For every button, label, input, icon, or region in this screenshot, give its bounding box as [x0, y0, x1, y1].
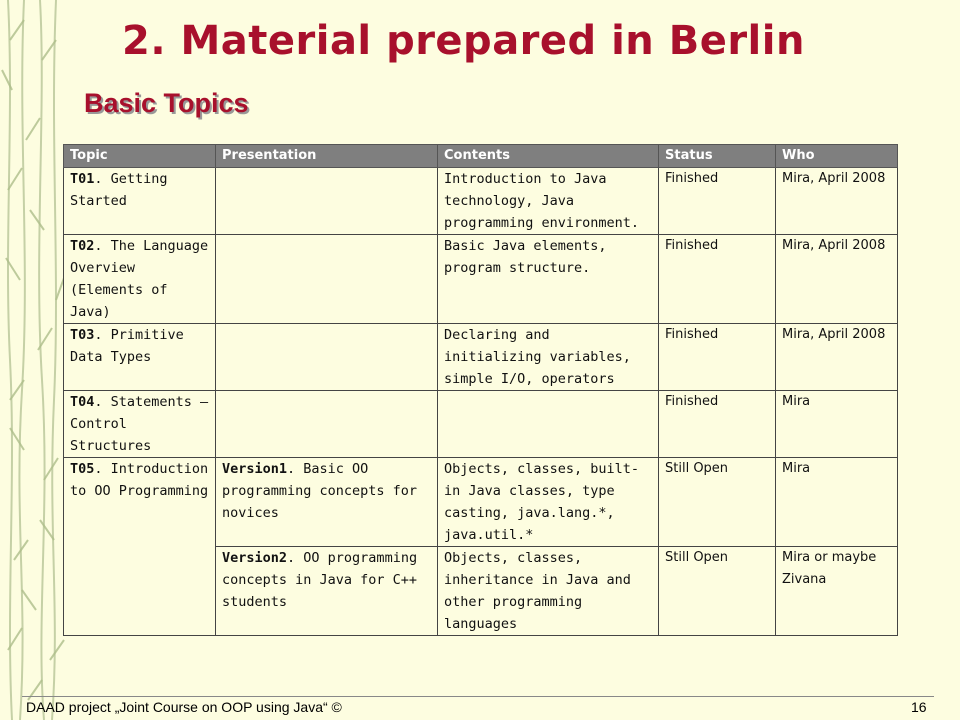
header-who: Who	[776, 145, 898, 168]
footer-credit: DAAD project „Joint Course on OOP using Java“ ©	[26, 699, 342, 715]
who-cell: Mira, April 2008	[776, 235, 898, 324]
topic-code: T04	[70, 394, 95, 410]
table-row	[64, 235, 898, 324]
who-cell: Mira	[776, 458, 898, 547]
topic-cell	[64, 235, 216, 324]
presentation-text: . Basic OO programming concepts for novices	[222, 461, 418, 521]
table-header-row	[64, 145, 898, 168]
presentation-cell	[216, 458, 438, 547]
topic-code: T02	[70, 238, 95, 254]
status-cell: Finished	[659, 324, 776, 391]
who-cell: Mira, April 2008	[776, 168, 898, 235]
topic-text: . Getting Started	[70, 171, 168, 209]
status-cell: Finished	[659, 391, 776, 458]
presentation-code: Version2	[222, 550, 288, 566]
topic-cell	[64, 391, 216, 458]
table-row	[64, 324, 898, 391]
header-status: Status	[659, 145, 776, 168]
footer-divider	[22, 696, 934, 697]
topic-text: . The Language Overview (Elements of Java)	[70, 238, 209, 320]
table-row	[64, 391, 898, 458]
contents-cell: Declaring and initializing variables, simple I/O, operators	[438, 324, 659, 391]
contents-cell: Basic Java elements, program structure.	[438, 235, 659, 324]
page-number: 16	[911, 699, 927, 715]
who-cell: Mira, April 2008	[776, 324, 898, 391]
topic-text: . Introduction to OO Programming	[70, 461, 209, 499]
topic-code: T01	[70, 171, 95, 187]
topics-table	[63, 144, 898, 636]
status-cell: Still Open	[659, 458, 776, 547]
contents-cell: Objects, classes, built-in Java classes, type casting, java.lang.*, java.util.*	[438, 458, 659, 547]
topic-code: T05	[70, 461, 95, 477]
who-cell: Mira	[776, 391, 898, 458]
table-row	[64, 458, 898, 547]
bamboo-decoration	[0, 0, 70, 720]
presentation-cell	[216, 324, 438, 391]
presentation-cell	[216, 168, 438, 235]
topic-text: . Statements – Control Structures	[70, 394, 209, 454]
topic-text: . Primitive Data Types	[70, 327, 184, 365]
slide-title: 2. Material prepared in Berlin	[122, 18, 805, 64]
header-topic: Topic	[64, 145, 216, 168]
topic-cell	[64, 458, 216, 636]
status-cell: Finished	[659, 168, 776, 235]
contents-cell: Objects, classes, inheritance in Java and other programming languages	[438, 547, 659, 636]
topic-cell	[64, 168, 216, 235]
status-cell: Finished	[659, 235, 776, 324]
presentation-cell	[216, 235, 438, 324]
slide-subtitle: Basic Topics	[84, 88, 249, 118]
presentation-text: . OO programming concepts in Java for C++ students	[222, 550, 418, 610]
topic-code: T03	[70, 327, 95, 343]
presentation-cell	[216, 547, 438, 636]
presentation-code: Version1	[222, 461, 288, 477]
status-cell: Still Open	[659, 547, 776, 636]
table-row	[64, 168, 898, 235]
contents-cell: Introduction to Java technology, Java programming environment.	[438, 168, 659, 235]
header-contents: Contents	[438, 145, 659, 168]
header-presentation: Presentation	[216, 145, 438, 168]
contents-cell	[438, 391, 659, 458]
who-cell: Mira or maybe Zivana	[776, 547, 898, 636]
topic-cell	[64, 324, 216, 391]
presentation-cell	[216, 391, 438, 458]
